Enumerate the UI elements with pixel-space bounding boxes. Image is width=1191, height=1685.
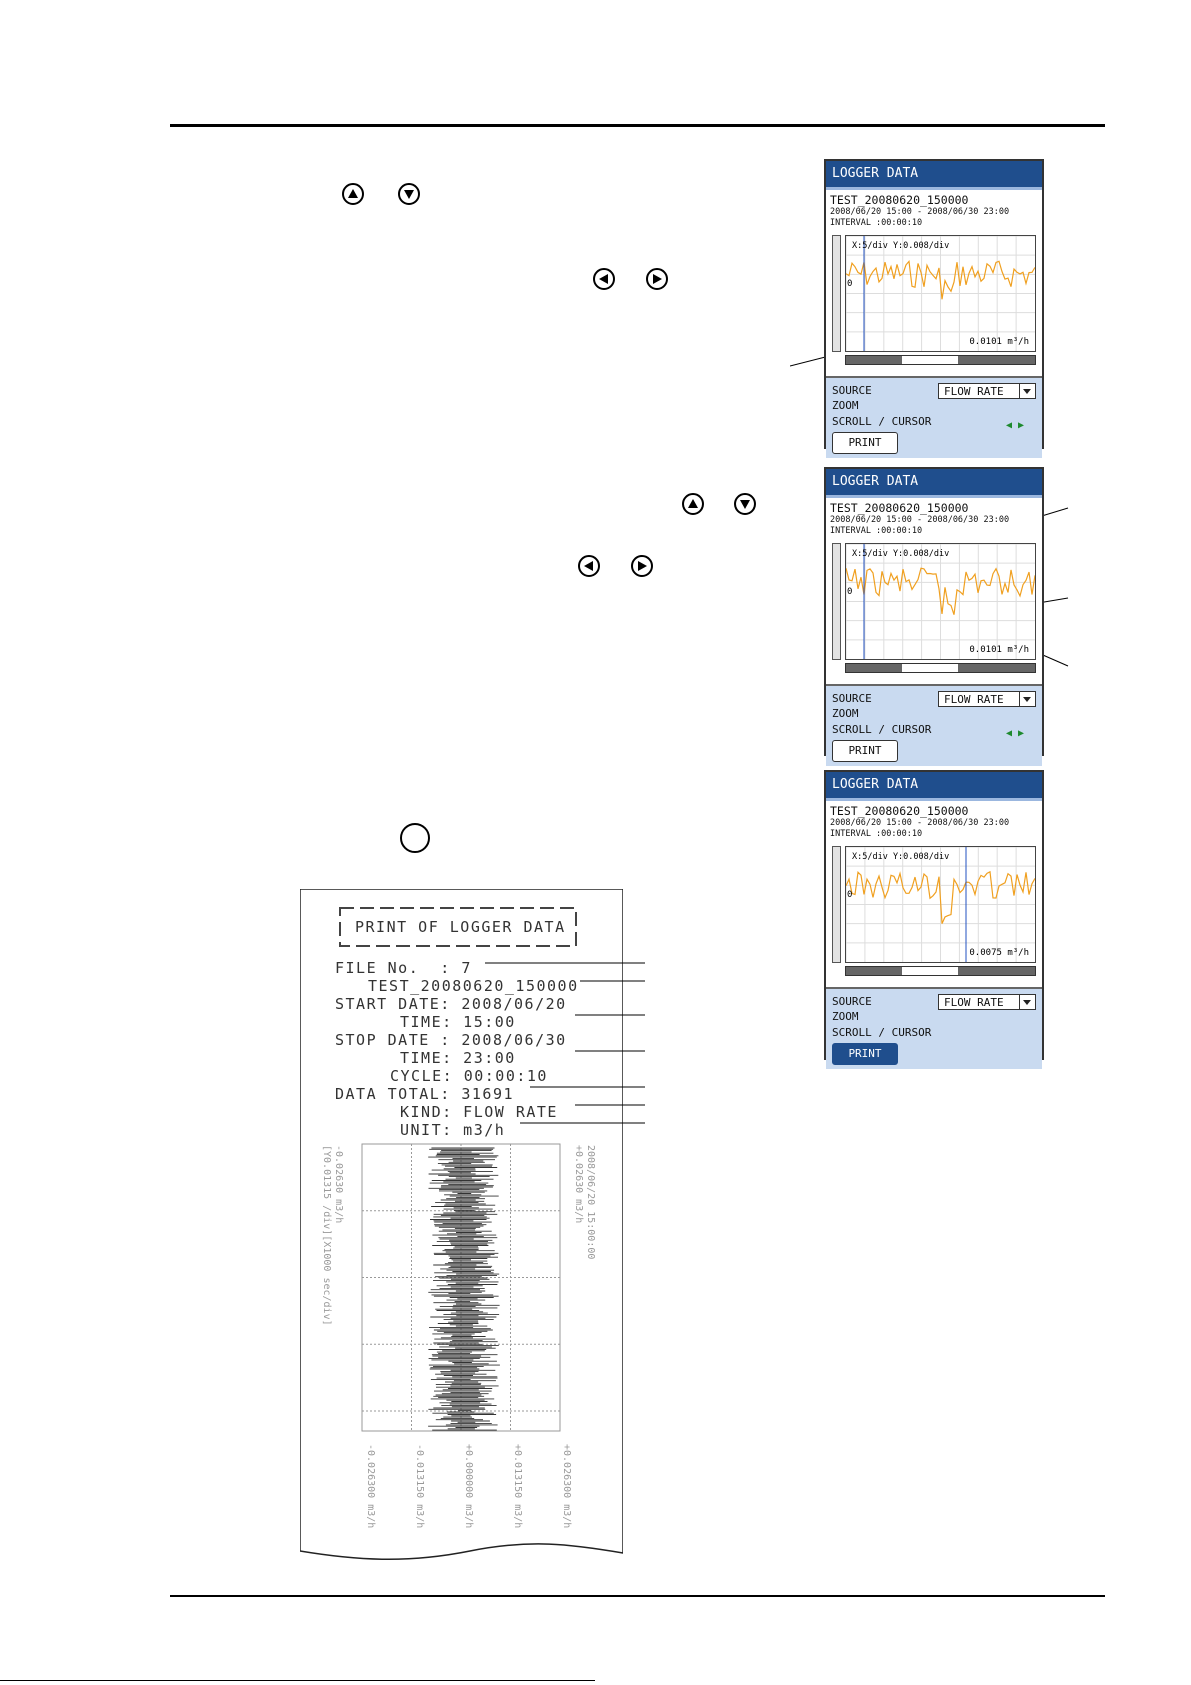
scroll-bar[interactable] — [845, 663, 1036, 673]
chart-top-right: 2008/06/20 15:00:00 — [585, 1145, 596, 1260]
screen-file-name: TEST_20080620_150000 — [830, 804, 969, 818]
left-right-arrows-icon: ◀▶ — [1005, 728, 1030, 739]
screen-file-name: TEST_20080620_150000 — [830, 193, 969, 207]
printout-start-time: TIME: 15:00 — [400, 1013, 516, 1031]
up-arrow-key-icon — [342, 183, 364, 205]
scroll-cursor-label: SCROLL / CURSOR — [832, 415, 932, 428]
screen-title: LOGGER DATA — [826, 161, 1042, 190]
source-label: SOURCE — [832, 995, 872, 1008]
scroll-cursor-label: SCROLL / CURSOR — [832, 723, 932, 736]
down-arrow-key-icon — [734, 493, 756, 515]
enter-key-icon — [400, 823, 430, 853]
down-arrow-key-icon — [398, 183, 420, 205]
source-value: FLOW RATE — [944, 385, 1004, 398]
chevron-down-icon — [1019, 384, 1035, 398]
source-select[interactable] — [938, 383, 1036, 399]
printout-stop-date: STOP DATE : 2008/06/30 — [335, 1031, 567, 1049]
scroll-bar[interactable] — [845, 355, 1036, 365]
source-label: SOURCE — [832, 384, 872, 397]
zoom-label: ZOOM — [832, 399, 859, 412]
level-bar — [832, 235, 841, 352]
source-value: FLOW RATE — [944, 996, 1004, 1009]
header-rule — [170, 124, 1105, 127]
trend-plot — [845, 543, 1036, 660]
zero-label: 0 — [847, 587, 853, 597]
chevron-down-icon — [1019, 692, 1035, 706]
scale-label: X:5/div Y:0.008/div — [852, 549, 950, 559]
value-readout: 0.0101 m³/h — [969, 337, 1029, 347]
printout-heading: PRINT OF LOGGER DATA — [355, 918, 566, 936]
scroll-bar[interactable] — [845, 966, 1036, 976]
source-select[interactable] — [938, 691, 1036, 707]
printout-unit: UNIT: m3/h — [400, 1121, 506, 1139]
right-arrow-key-icon — [646, 268, 668, 290]
zero-label: 0 — [847, 279, 853, 289]
axis-tick-0: -0.026300 m3/h — [365, 1444, 376, 1529]
screen-date-range: 2008/06/20 15:00 - 2008/06/30 23:00 — [830, 207, 1010, 217]
screen-date-range: 2008/06/20 15:00 - 2008/06/30 23:00 — [830, 515, 1010, 525]
scale-label: X:5/div Y:0.008/div — [852, 852, 950, 862]
axis-tick-2: +0.000000 m3/h — [463, 1444, 474, 1529]
chart-top-right-2: +0.02630 m3/h — [573, 1145, 584, 1224]
printout-file-no: FILE No. : 7 — [335, 959, 472, 977]
print-button[interactable]: PRINT — [832, 432, 898, 454]
axis-tick-4: +0.026300 m3/h — [561, 1444, 572, 1529]
scale-label: X:5/div Y:0.008/div — [852, 241, 950, 251]
zoom-label: ZOOM — [832, 707, 859, 720]
screen-interval: INTERVAL :00:00:10 — [830, 829, 923, 839]
page-edge-rule — [0, 1680, 595, 1681]
axis-tick-1: -0.013150 m3/h — [414, 1444, 425, 1529]
logger-data-screen-1 — [824, 159, 1044, 449]
screen-file-name: TEST_20080620_150000 — [830, 501, 969, 515]
printout-leader-lines — [480, 955, 650, 1135]
chart-trace — [428, 1148, 500, 1430]
left-arrow-key-icon — [593, 268, 615, 290]
screen-title: LOGGER DATA — [826, 772, 1042, 801]
printout-cycle: CYCLE: 00:00:10 — [390, 1067, 548, 1085]
source-value: FLOW RATE — [944, 693, 1004, 706]
zoom-label: ZOOM — [832, 1010, 859, 1023]
logger-data-screen-2 — [824, 467, 1044, 756]
up-arrow-key-icon — [682, 493, 704, 515]
screen-interval: INTERVAL :00:00:10 — [830, 218, 923, 228]
trend-plot — [845, 846, 1036, 963]
logger-data-screen-3 — [824, 770, 1044, 1060]
print-button[interactable]: PRINT — [832, 740, 898, 762]
print-button[interactable]: PRINT — [832, 1043, 898, 1065]
screen-interval: INTERVAL :00:00:10 — [830, 526, 923, 536]
zero-label: 0 — [847, 890, 853, 900]
printout-data-total: DATA TOTAL: 31691 — [335, 1085, 515, 1103]
printout-start-date: START DATE: 2008/06/20 — [335, 995, 567, 1013]
value-readout: 0.0075 m³/h — [969, 948, 1029, 958]
printout-kind: KIND: FLOW RATE — [400, 1103, 558, 1121]
source-label: SOURCE — [832, 692, 872, 705]
printout-stop-time: TIME: 23:00 — [400, 1049, 516, 1067]
screen-date-range: 2008/06/20 15:00 - 2008/06/30 23:00 — [830, 818, 1010, 828]
level-bar — [832, 846, 841, 963]
left-right-arrows-icon: ◀▶ — [1005, 420, 1030, 431]
right-arrow-key-icon — [631, 555, 653, 577]
scroll-cursor-label: SCROLL / CURSOR — [832, 1026, 932, 1039]
source-select[interactable] — [938, 994, 1036, 1010]
chart-top-left: -0.02630 m3/h — [333, 1145, 344, 1224]
axis-tick-3: +0.013150 m3/h — [512, 1444, 523, 1529]
level-bar — [832, 543, 841, 660]
value-readout: 0.0101 m³/h — [969, 645, 1029, 655]
left-arrow-key-icon — [578, 555, 600, 577]
footer-rule — [170, 1595, 1105, 1597]
chevron-down-icon — [1019, 995, 1035, 1009]
printout-file-name: TEST_20080620_150000 — [368, 977, 579, 995]
screen-title: LOGGER DATA — [826, 469, 1042, 498]
chart-top-left-2: [Y0.01315 /div][X1000 sec/div] — [321, 1145, 332, 1326]
trend-plot — [845, 235, 1036, 352]
